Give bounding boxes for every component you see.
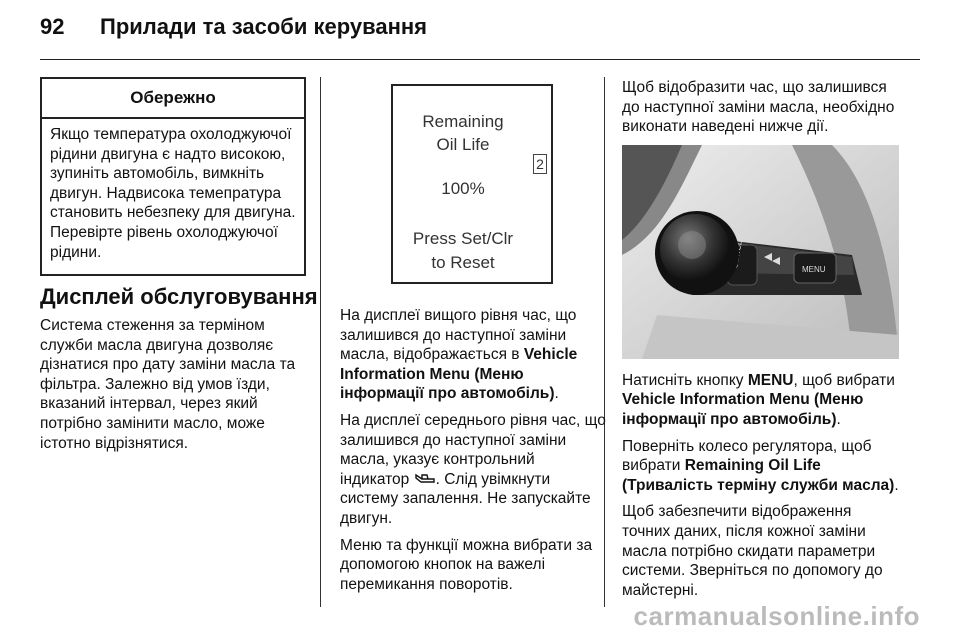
paragraph bbox=[340, 306, 606, 404]
lever-illustration bbox=[622, 145, 899, 359]
paragraph: Щоб відобразити час, що залишився до наступної заміни масла, необхідно виконати наведені нижче дії. bbox=[622, 79, 895, 136]
paragraph-text: . bbox=[554, 385, 559, 403]
column-divider bbox=[320, 77, 321, 607]
paragraph: Меню та функції можна вибрати за допомогою кнопок на важелі перемикання поворотів. bbox=[340, 536, 593, 593]
menu-term: Remaining Oil Life (Тривалість терміну служби масла) bbox=[622, 457, 895, 494]
display-percent: 100% bbox=[441, 179, 485, 198]
paragraph-text: Поверніть колесо регулятора, щоб вибрати bbox=[622, 437, 872, 475]
page-header bbox=[40, 14, 427, 40]
paragraph bbox=[622, 371, 900, 430]
paragraph bbox=[340, 411, 606, 529]
display-page-badge: 2 bbox=[533, 154, 547, 174]
turn-signal-lever-photo bbox=[622, 145, 899, 359]
paragraph-text: . bbox=[836, 410, 841, 428]
paragraph-text: , щоб вибрати bbox=[793, 371, 895, 389]
display-line: Remaining bbox=[422, 112, 504, 131]
page-number: 92 bbox=[40, 14, 65, 39]
section-text: Система стеження за терміном служби масла двигуна дозволяє дізнатися про дату заміни масла та фільтра. Залежно від умов їзди, вказаний інтервал, через який потрібно замінити масло, може істотно відрізнятися. bbox=[40, 317, 296, 452]
display-line: Oil Life bbox=[436, 135, 490, 154]
paragraph bbox=[622, 437, 900, 496]
watermark: carmanualsonline.info bbox=[633, 601, 920, 631]
paragraph-text: На дисплеї вищого рівня час, що залишився до наступної заміни масла, відображається в bbox=[340, 307, 577, 364]
middle-column bbox=[340, 306, 606, 601]
right-column bbox=[622, 78, 900, 607]
oil-change-indicator-icon bbox=[414, 472, 436, 484]
menu-term: Vehicle Information Menu (Меню інформації про автомобіль) bbox=[622, 391, 864, 428]
display-line: to Reset bbox=[431, 253, 495, 272]
menu-label: MENU bbox=[802, 264, 826, 274]
section-heading: Дисплей обслуговування bbox=[40, 284, 318, 309]
header-rule bbox=[40, 59, 920, 60]
warning-box bbox=[40, 77, 306, 276]
page-title: Прилади та засоби керування bbox=[100, 14, 428, 39]
paragraph: Щоб забезпечити відображення точних даних, після кожної заміни масла потрібно скидати параметри системи. Зверніться по допомогу до майстерні. bbox=[622, 503, 883, 599]
paragraph-text: . bbox=[894, 476, 899, 494]
paragraph-text: На дисплеї середнього рівня час, що залишився до наступної заміни масла, указує контрольний індикатор bbox=[340, 411, 606, 488]
paragraph-text: . Слід увімкнути систему запалення. Не запускайте двигун. bbox=[340, 470, 591, 527]
button-term: MENU bbox=[747, 371, 794, 389]
oil-life-display bbox=[391, 84, 553, 284]
menu-term: Vehicle Information Menu (Меню інформації про автомобіль) bbox=[340, 346, 578, 403]
paragraph-text: Натисніть кнопку bbox=[622, 371, 748, 389]
warning-title: Обережно bbox=[42, 79, 304, 119]
warning-text: Якщо температура охолоджуючої рідини двигуна є надто високою, зупиніть автомобіль, вимкніть двигун. Надвисока темепратура становить небезпеку для двигуна. Перевірте рівень охолоджуючої рідини. bbox=[50, 126, 296, 261]
display-line: Press Set/Clr bbox=[412, 229, 514, 248]
